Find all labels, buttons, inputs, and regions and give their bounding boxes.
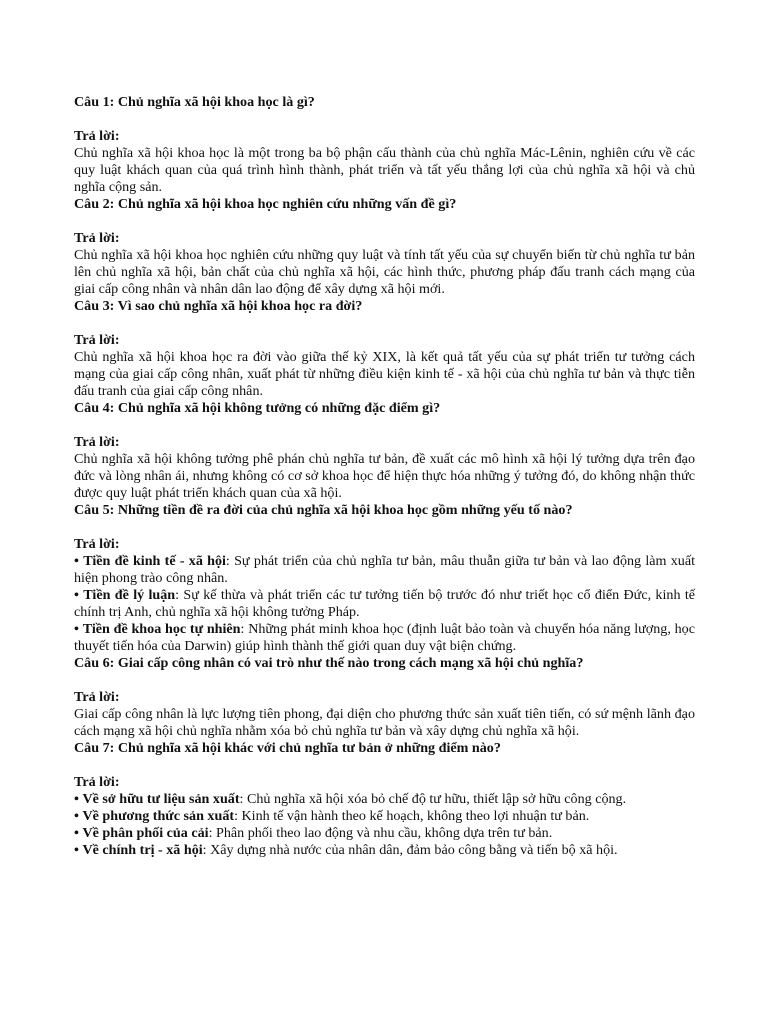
bullet-term: Về phương thức sản xuất [82, 808, 235, 824]
qa-item [74, 740, 695, 859]
bullet-list [74, 791, 695, 859]
answer-text: Chủ nghĩa xã hội không tưởng phê phán chủ nghĩa tư bản, đề xuất các mô hình xã hội lý tưởng dựa trên đạo đức và lòng nhân ái, nhưng không có cơ sở khoa học để hiện thực hóa những ý tưởng đó, do không nhận thức được quy luật phát triển khách quan của xã hội. [74, 451, 695, 501]
bullet-text: : Phân phối theo lao động và nhu cầu, không dựa trên tư bản. [208, 825, 553, 841]
list-item [74, 587, 695, 621]
bullet-icon: • [74, 621, 79, 637]
bullet-icon: • [74, 808, 79, 824]
bullet-text: : Xây dựng nhà nước của nhân dân, đảm bảo công bằng và tiến bộ xã hội. [202, 842, 618, 858]
qa-item [74, 94, 695, 196]
list-item [74, 842, 695, 859]
bullet-term: Về sở hữu tư liệu sản xuất [82, 791, 240, 807]
question: Câu 6: Giai cấp công nhân có vai trò như thế nào trong cách mạng xã hội chủ nghĩa? [74, 655, 584, 671]
bullet-term: Tiền đề lý luận [83, 587, 176, 603]
bullet-term: Về chính trị - xã hội [82, 842, 203, 858]
answer-label: Trả lời: [74, 689, 120, 705]
bullet-text: : Sự kế thừa và phát triển các tư tưởng tiến bộ trước đó như triết học cổ điển Đức, kinh tế chính trị Anh, chủ nghĩa xã hội không tưởng Pháp. [74, 587, 695, 620]
question: Câu 1: Chủ nghĩa xã hội khoa học là gì? [74, 94, 315, 110]
list-item [74, 825, 695, 842]
question: Câu 4: Chủ nghĩa xã hội không tưởng có những đặc điểm gì? [74, 400, 441, 416]
bullet-text: : Những phát minh khoa học (định luật bảo toàn và chuyển hóa năng lượng, học thuyết tiến hóa của Darwin) giúp hình thành thế giới quan duy vật biện chứng. [74, 621, 695, 654]
bullet-icon: • [74, 553, 79, 569]
answer-text: Chủ nghĩa xã hội khoa học nghiên cứu những quy luật và tính tất yếu của sự chuyển biến từ chủ nghĩa tư bản lên chủ nghĩa xã hội, bản chất của chủ nghĩa xã hội, các hình thức, phương pháp đấu tranh cách mạng của giai cấp công nhân và nhân dân lao động để xây dựng xã hội mới. [74, 247, 695, 297]
bullet-icon: • [74, 842, 79, 858]
answer-text: Chủ nghĩa xã hội khoa học là một trong ba bộ phận cấu thành của chủ nghĩa Mác-Lênin, nghiên cứu về các quy luật khách quan của quá trình hình thành, phát triển và tất yếu thắng lợi của chủ nghĩa xã hội và chủ nghĩa cộng sản. [74, 145, 695, 195]
answer-label: Trả lời: [74, 536, 120, 552]
answer-label: Trả lời: [74, 774, 120, 790]
bullet-term: Tiền đề khoa học tự nhiên [82, 621, 241, 637]
bullet-text: : Kinh tế vận hành theo kế hoạch, không theo lợi nhuận tư bản. [234, 808, 590, 824]
bullet-icon: • [74, 791, 79, 807]
qa-item [74, 196, 695, 298]
question: Câu 5: Những tiền đề ra đời của chủ nghĩa xã hội khoa học gồm những yếu tố nào? [74, 502, 573, 518]
bullet-term: Về phân phối của cải [82, 825, 209, 841]
answer-label: Trả lời: [74, 434, 120, 450]
list-item [74, 808, 695, 825]
qa-item [74, 298, 695, 400]
question: Câu 3: Vì sao chủ nghĩa xã hội khoa học ra đời? [74, 298, 363, 314]
answer-label: Trả lời: [74, 332, 120, 348]
answer-label: Trả lời: [74, 128, 120, 144]
list-item [74, 791, 695, 808]
list-item [74, 621, 695, 655]
answer-text: Giai cấp công nhân là lực lượng tiên phong, đại diện cho phương thức sản xuất tiên tiến, có sứ mệnh lãnh đạo cách mạng xã hội chủ nghĩa nhằm xóa bỏ chủ nghĩa tư bản và xây dựng chủ nghĩa xã hội. [74, 706, 695, 739]
question: Câu 2: Chủ nghĩa xã hội khoa học nghiên cứu những vấn đề gì? [74, 196, 457, 212]
answer-text: Chủ nghĩa xã hội khoa học ra đời vào giữa thế kỷ XIX, là kết quả tất yếu của sự phát triển tư tưởng cách mạng của giai cấp công nhân, xuất phát từ những điều kiện kinh tế - xã hội của chủ nghĩa tư bản và thực tiễn đấu tranh của giai cấp công nhân. [74, 349, 695, 399]
bullet-icon: • [74, 587, 79, 603]
bullet-text: : Sự phát triển của chủ nghĩa tư bản, mâu thuẫn giữa tư bản và lao động làm xuất hiện phong trào công nhân. [74, 553, 696, 586]
bullet-icon: • [74, 825, 79, 841]
bullet-text: : Chủ nghĩa xã hội xóa bỏ chế độ tư hữu, thiết lập sở hữu công cộng. [239, 791, 627, 807]
bullet-term: Tiền đề kinh tế - xã hội [83, 553, 226, 569]
answer-label: Trả lời: [74, 230, 120, 246]
qa-item [74, 400, 695, 502]
qa-item [74, 655, 695, 740]
qa-item [74, 502, 695, 655]
question: Câu 7: Chủ nghĩa xã hội khác với chủ nghĩa tư bản ở những điểm nào? [74, 740, 501, 756]
bullet-list [74, 553, 695, 655]
list-item [74, 553, 695, 587]
